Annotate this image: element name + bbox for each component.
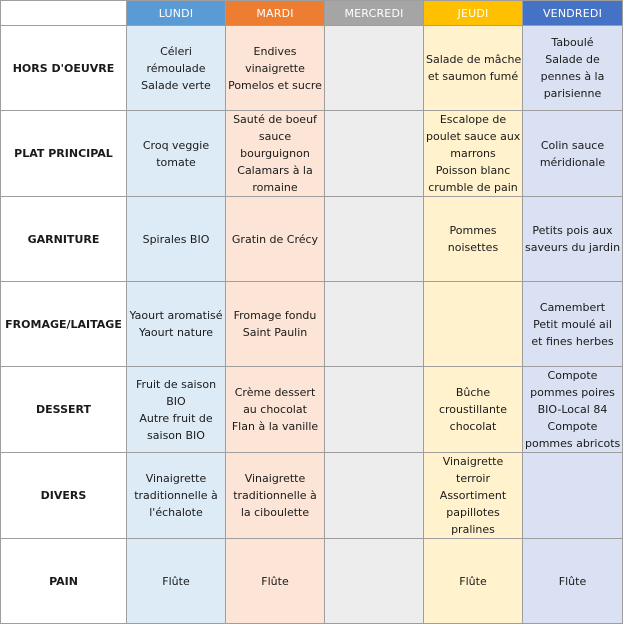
menu-item-line: Salade de xyxy=(545,53,600,66)
menu-item-line: Yaourt aromatisé xyxy=(129,309,223,322)
menu-item-line: Flûte xyxy=(459,574,487,588)
menu-cell-mardi xyxy=(226,282,325,367)
menu-item-line: Calamars à la xyxy=(237,164,313,177)
menu-row xyxy=(1,197,623,282)
menu-cell-mercredi xyxy=(325,111,424,197)
day-header-jeudi: JEUDI xyxy=(424,1,523,26)
menu-cell-lundi xyxy=(127,111,226,197)
menu-item-line: chocolat xyxy=(449,420,497,433)
menu-item-line: Saint Paulin xyxy=(242,326,308,339)
row-label: DIVERS xyxy=(1,453,127,539)
menu-item-line: Vinaigrette xyxy=(145,472,207,485)
menu-item-line: au chocolat xyxy=(243,403,307,416)
menu-item-line: croustillante xyxy=(438,403,508,416)
row-label: FROMAGE/LAITAGE xyxy=(1,282,127,367)
menu-item-line: Petits pois aux xyxy=(532,224,613,237)
menu-cell-lundi xyxy=(127,282,226,367)
menu-item-line: Escalope de xyxy=(439,113,507,126)
menu-item-line: pommes poires xyxy=(530,386,615,399)
menu-item-line: Assortiment xyxy=(439,489,507,502)
menu-item-line: Flûte xyxy=(558,574,587,588)
menu-cell-mardi xyxy=(226,26,325,111)
menu-item-line: vinaigrette xyxy=(245,61,305,75)
day-header-row xyxy=(1,1,623,26)
menu-cell-jeudi xyxy=(424,367,523,453)
menu-item-line: traditionnelle à xyxy=(233,489,317,502)
row-label: HORS D'OEUVRE xyxy=(1,26,127,111)
menu-item-line: Petit moulé ail xyxy=(533,317,612,331)
menu-item-line: Taboulé xyxy=(551,36,594,49)
menu-cell-mardi xyxy=(226,111,325,197)
menu-item-line: pommes abricots xyxy=(525,437,621,450)
menu-item-line: noisettes xyxy=(447,241,499,254)
menu-item-line: Croq veggie xyxy=(142,138,210,152)
menu-item-line: terroir xyxy=(456,472,490,485)
row-label: PLAT PRINCIPAL xyxy=(1,111,127,197)
menu-cell-vendredi xyxy=(523,111,623,197)
menu-item-line: Salade de mâche xyxy=(426,53,522,66)
menu-item-line: l'échalote xyxy=(149,506,203,519)
menu-item-line: Sauté de boeuf xyxy=(233,113,317,126)
menu-cell-mercredi xyxy=(325,539,424,624)
menu-row xyxy=(1,282,623,367)
menu-cell-mercredi xyxy=(325,26,424,111)
menu-cell-mercredi xyxy=(325,282,424,367)
menu-item-line: crumble de pain xyxy=(428,181,518,194)
menu-cell-mardi xyxy=(226,367,325,453)
menu-item-line: et saumon fumé xyxy=(427,70,519,83)
menu-row xyxy=(1,111,623,197)
menu-cell-mercredi xyxy=(325,197,424,282)
menu-body xyxy=(1,26,623,624)
menu-cell-jeudi xyxy=(424,197,523,282)
corner-cell xyxy=(1,1,127,26)
menu-item-line: poulet sauce aux xyxy=(426,130,521,143)
menu-item-line: Salade verte xyxy=(141,78,211,92)
menu-item-line: saison BIO xyxy=(147,428,205,442)
menu-item-line: Camembert xyxy=(539,300,606,314)
menu-item-line: pennes à la xyxy=(540,70,605,83)
menu-item-line: Colin sauce xyxy=(540,138,605,152)
menu-item-line: Bûche xyxy=(455,386,491,399)
menu-cell-jeudi xyxy=(424,282,523,367)
menu-item-line: Flan à la vanille xyxy=(231,420,319,433)
menu-cell-jeudi xyxy=(424,26,523,111)
menu-item-line: Pomelos et sucre xyxy=(228,78,322,92)
menu-cell-lundi xyxy=(127,197,226,282)
menu-item-line: Vinaigrette xyxy=(442,455,504,468)
menu-item-line: BIO xyxy=(166,394,186,408)
day-header-mardi: MARDI xyxy=(226,1,325,26)
menu-item-line: pralines xyxy=(451,523,495,536)
menu-cell-vendredi xyxy=(523,197,623,282)
menu-item-line: Endives xyxy=(253,44,297,58)
menu-item-line: Autre fruit de xyxy=(139,411,213,425)
menu-item-line: papillotes xyxy=(446,506,500,519)
menu-item-line: bourguignon xyxy=(240,147,310,160)
menu-cell-mardi xyxy=(226,453,325,539)
menu-cell-lundi xyxy=(127,453,226,539)
row-label: PAIN xyxy=(1,539,127,624)
menu-item-line: Flûte xyxy=(261,574,289,588)
menu-item-line: parisienne xyxy=(543,87,602,100)
day-header-lundi: LUNDI xyxy=(127,1,226,26)
menu-item-line: Poisson blanc xyxy=(435,164,511,177)
menu-item-line: et fines herbes xyxy=(531,334,614,348)
menu-item-line: Gratin de Crécy xyxy=(231,232,319,246)
menu-cell-lundi xyxy=(127,539,226,624)
menu-cell-mardi xyxy=(226,539,325,624)
menu-cell-mercredi xyxy=(325,367,424,453)
menu-cell-mardi xyxy=(226,197,325,282)
day-header-mercredi: MERCREDI xyxy=(325,1,424,26)
menu-item-line: saveurs du jardin xyxy=(525,241,621,254)
menu-cell-vendredi xyxy=(523,282,623,367)
menu-cell-jeudi xyxy=(424,539,523,624)
menu-cell-vendredi xyxy=(523,26,623,111)
menu-cell-mercredi xyxy=(325,453,424,539)
menu-item-line: Compote xyxy=(547,420,598,433)
menu-item-line: Spirales BIO xyxy=(142,232,210,246)
menu-item-line: sauce xyxy=(258,130,292,143)
menu-item-line: Compote xyxy=(547,369,598,382)
menu-item-line: Fruit de saison xyxy=(135,377,217,391)
row-label: DESSERT xyxy=(1,367,127,453)
menu-item-line: méridionale xyxy=(539,155,606,169)
menu-item-line: la ciboulette xyxy=(240,506,310,519)
menu-item-line: rémoulade xyxy=(146,61,206,75)
menu-cell-lundi xyxy=(127,367,226,453)
menu-cell-jeudi xyxy=(424,453,523,539)
menu-item-line: Yaourt nature xyxy=(138,326,214,339)
menu-cell-jeudi xyxy=(424,111,523,197)
menu-cell-vendredi xyxy=(523,539,623,624)
menu-item-line: Fromage fondu xyxy=(233,309,317,322)
menu-item-line: traditionnelle à xyxy=(134,489,218,502)
menu-item-line: Flûte xyxy=(162,574,190,588)
menu-item-line: marrons xyxy=(450,147,496,160)
menu-cell-vendredi xyxy=(523,453,623,539)
menu-row xyxy=(1,539,623,624)
day-header-vendredi: VENDREDI xyxy=(523,1,623,26)
menu-item-line: romaine xyxy=(252,181,298,194)
row-label: GARNITURE xyxy=(1,197,127,282)
menu-item-line: Céleri xyxy=(160,44,192,58)
menu-row xyxy=(1,453,623,539)
menu-item-line: Vinaigrette xyxy=(244,472,306,485)
menu-item-line: BIO-Local 84 xyxy=(537,403,608,416)
menu-item-line: tomate xyxy=(156,155,196,169)
menu-cell-lundi xyxy=(127,26,226,111)
menu-row xyxy=(1,367,623,453)
menu-row xyxy=(1,26,623,111)
menu-cell-vendredi xyxy=(523,367,623,453)
menu-item-line: Crème dessert xyxy=(234,386,316,399)
menu-item-line: Pommes xyxy=(449,224,497,237)
